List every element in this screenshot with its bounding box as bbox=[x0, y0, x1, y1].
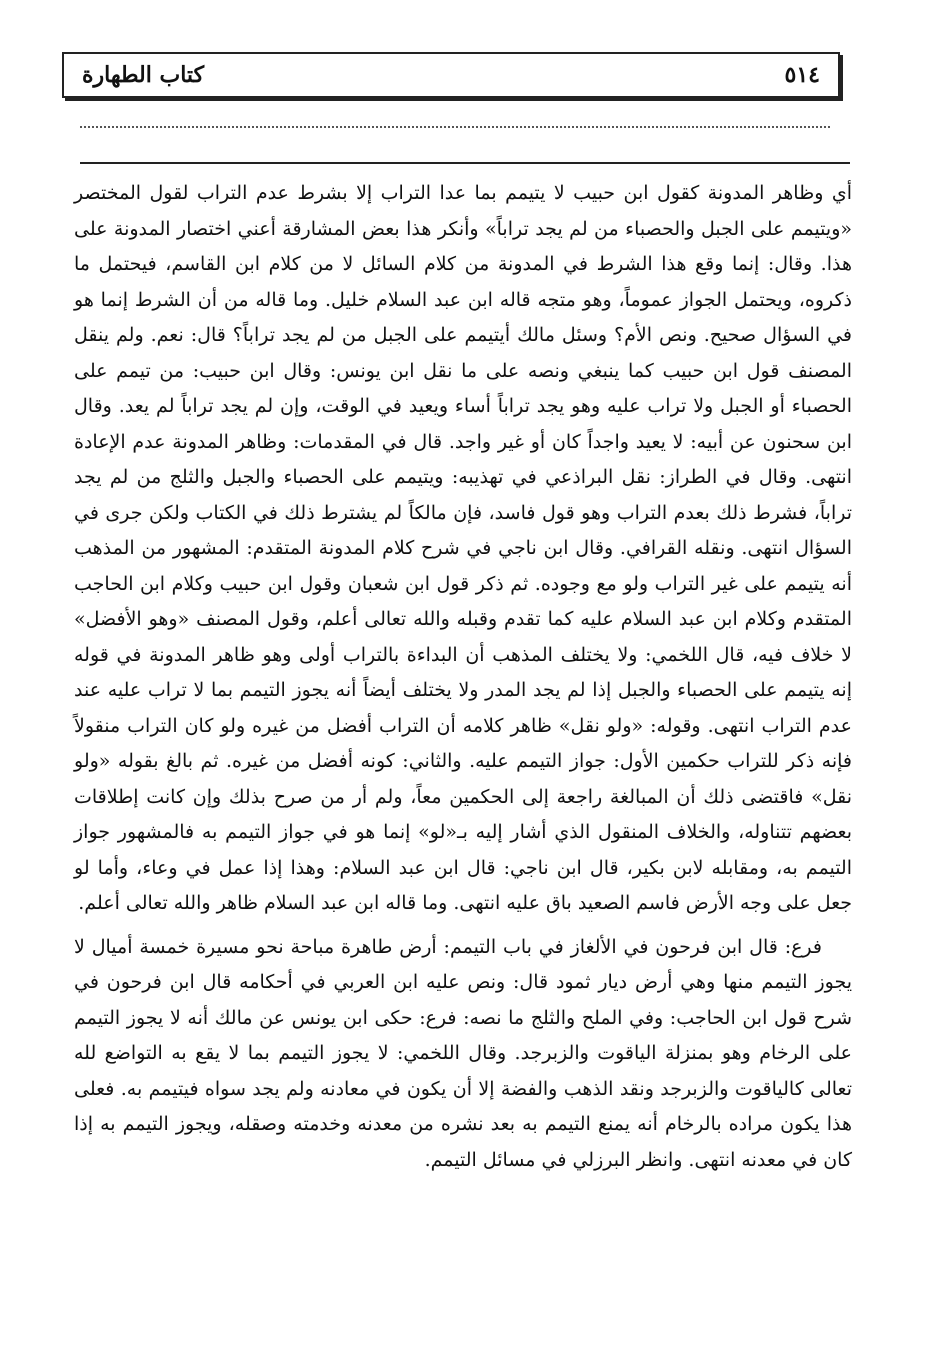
running-title: كتاب الطهارة bbox=[82, 62, 205, 88]
page-number: ٥١٤ bbox=[784, 62, 820, 88]
footnote-divider bbox=[80, 162, 850, 164]
body-text bbox=[74, 176, 852, 1178]
paragraph-branch: فرع: قال ابن فرحون في الألغاز في باب التيمم: أرض طاهرة مباحة نحو مسيرة خمسة أميال لا يجوز التيمم منها وهي أرض ديار ثمود قال: ونص عليه ابن العربي في أحكامه قال ابن فرحون في شرح قول ابن الحاجب: وفي الملح والثلج ما نصه: فرع: حكى ابن يونس عن مالك أنه لا يجوز التيمم على الرخام وهو بمنزلة الياقوت والزبرجد. وقال اللخمي: لا يجوز التيمم بما لا يقع به التواضع لله تعالى كالياقوت والزبرجد ونقد الذهب والفضة إلا أن يكون في معادنه ولم يجد سواه فيتيمم به. فعلى هذا يكون مراده بالرخام أنه يمنع التيمم به بعد نشره من معدنه وخدمته وصقله، ويجوز التيمم به إذا كان في معدنه انتهى. وانظر البرزلي في مسائل التيمم. bbox=[74, 935, 852, 1171]
dotted-divider bbox=[80, 126, 830, 128]
page-header bbox=[62, 52, 840, 98]
paragraph-main: أي وظاهر المدونة كقول ابن حبيب لا يتيمم بما عدا التراب إلا بشرط عدم التراب لقول المختصر «ويتيمم على الجبل والحصباء من لم يجد تراباً» وأنكر هذا بعض المشارقة أعني اختصار المدونة على هذا. وقال: إنما وقع هذا الشرط في المدونة من كلام السائل لا من كلام ابن القاسم، فيحتمل ما ذكروه، ويحتمل الجواز عموماً، وهو متجه قاله ابن عبد السلام خليل. وما قاله من أن الشرط إنما هو في السؤال صحيح. ونص الأم؟ وسئل مالك أيتيمم على الجبل من لم يجد تراباً؟ قال: نعم. ولم ينقل المصنف قول ابن حبيب كما ينبغي ونصه على ما نقل ابن يونس: وقال ابن حبيب: من تيمم على الحصباء أو الجبل ولا تراب عليه وهو يجد تراباً أساء ويعيد في الوقت، وإن لم يجد تراباً لم يعد. وقال ابن سحنون عن أبيه: لا يعيد واجداً كان أو غير واجد. قال في المقدمات: وظاهر المدونة عدم الإعادة انتهى. وقال في الطراز: نقل البراذعي في تهذيبه: ويتيمم على الحصباء والجبل والثلج من لم يجد تراباً، فشرط ذلك بعدم التراب وهو قول فاسد، فإن مالكاً لم يشترط ذلك في الكتاب ولكن جرى في السؤال انتهى. ونقله القرافي. وقال ابن ناجي في شرح كلام المدونة المتقدم: المشهور من المذهب أنه يتيمم على غير التراب ولو مع وجوده. ثم ذكر قول ابن شعبان وقول ابن حبيب وكلام ابن الحاجب المتقدم وكلام ابن عبد السلام عليه كما تقدم وقبله والله تعالى أعلم، وقول المصنف «وهو الأفضل» لا خلاف فيه، قال اللخمي: ولا يختلف المذهب أن البداءة بالتراب أولى وهو ظاهر المدونة في قوله إنه يتيمم على الحصباء والجبل إذا لم يجد المدر ولا يختلف أيضاً أنه يجوز التيمم بما لا تراب عليه عند عدم التراب انتهى. وقوله: «ولو نقل» ظاهر كلامه أن التراب أفضل من غيره ولو كان التراب منقولاً فإنه ذكر للتراب حكمين الأول: جواز التيمم عليه. والثاني: كونه أفضل من غيره. ثم بالغ بقوله «ولو نقل» فاقتضى ذلك أن المبالغة راجعة إلى الحكمين معاً، ولم أر من صرح بذلك وإن كانت إطلاقات بعضهم تتناوله، والخلاف المنقول الذي أشار إليه بـ«لو» إنما هو في جواز التيمم به فالمشهور جواز التيمم به، ومقابله لابن بكير، قال ابن ناجي: قال ابن عبد السلام: وهذا إذا عمل في وعاء، وأما لو جعل على وجه الأرض فاسم الصعيد باق عليه انتهى. وما قاله ابن عبد السلام ظاهر والله تعالى أعلم. bbox=[74, 182, 853, 914]
